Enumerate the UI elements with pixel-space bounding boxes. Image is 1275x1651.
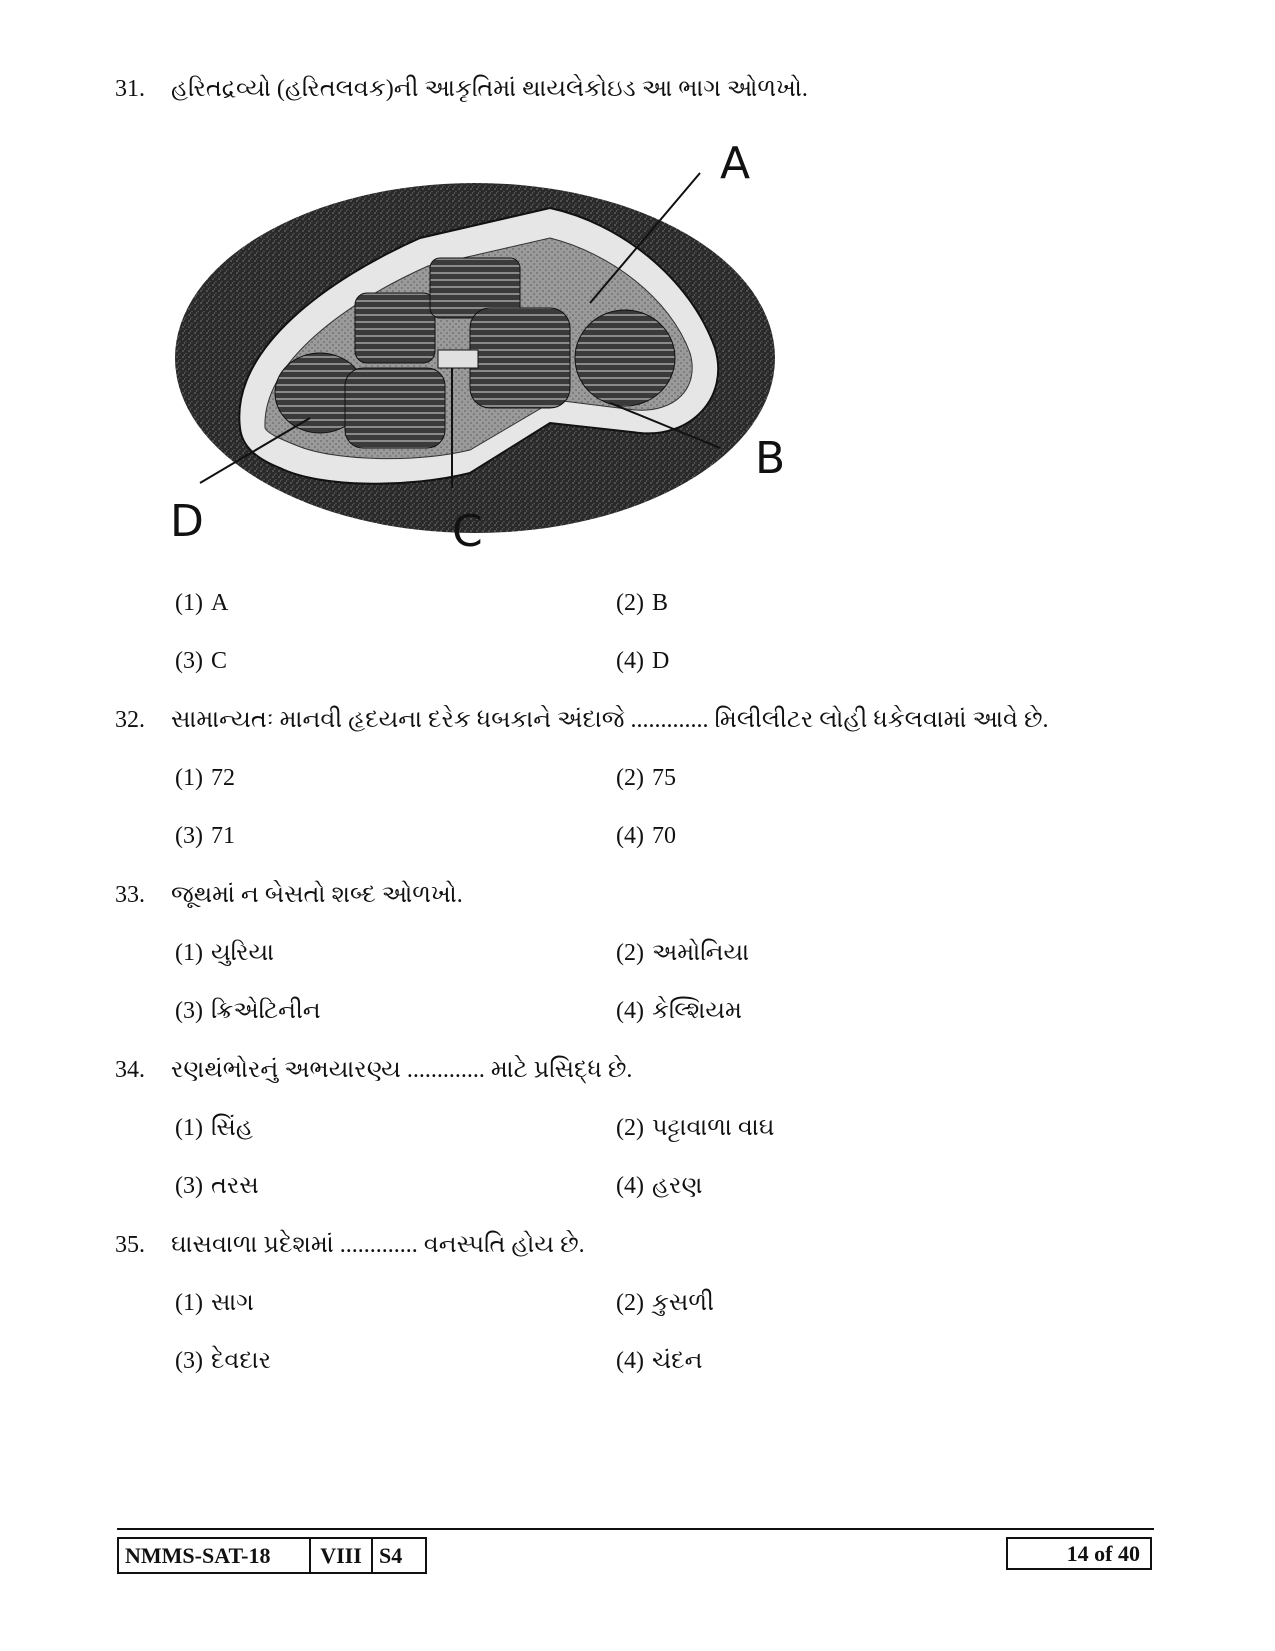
footer-code-box [117, 1537, 427, 1574]
option: (3) 71 [175, 823, 235, 849]
option: (4) 70 [616, 823, 676, 849]
class-label: VIII [311, 1539, 373, 1572]
granum [575, 310, 675, 406]
question-31 [115, 74, 808, 104]
question-34 [115, 1055, 632, 1085]
option: (3) ક્રિએટિનીન [175, 998, 321, 1024]
option: (4) ચંદન [616, 1348, 703, 1374]
question-number: 35. [115, 1232, 145, 1258]
option: (3) દેવદાર [175, 1348, 272, 1374]
page-number: 14 of 40 [1006, 1537, 1152, 1570]
lamella [438, 350, 478, 368]
option: (4) D [616, 648, 670, 674]
label-a: A [720, 138, 751, 189]
option: (3) તરસ [175, 1173, 259, 1199]
option: (3) C [175, 648, 227, 674]
question-number: 34. [115, 1057, 145, 1083]
option: (4) હરણ [616, 1173, 703, 1199]
exam-code: NMMS-SAT-18 [119, 1539, 311, 1572]
option: (4) કેલ્શિયમ [616, 998, 742, 1024]
label-c: C [452, 506, 483, 557]
option: (1) સાગ [175, 1290, 254, 1316]
question-text: ઘાસવાળા પ્રદેશમાં ............. વનસ્પતિ હોય છે. [171, 1232, 585, 1258]
footer-divider [117, 1528, 1154, 1530]
option: (2) કુસળી [616, 1290, 714, 1316]
option: (1) સિંહ [175, 1115, 253, 1141]
question-number: 32. [115, 707, 145, 733]
label-d: D [170, 496, 204, 547]
question-number: 31. [115, 76, 145, 102]
option: (1) 72 [175, 765, 235, 791]
question-32 [115, 705, 1049, 735]
question-text: રણથંભોરનું અભયારણ્ય ............. માટે પ્રસિદ્ધ છે. [171, 1057, 633, 1083]
label-b: B [755, 433, 786, 484]
option: (2) પટ્ટાવાળા વાઘ [616, 1115, 775, 1141]
question-text: સામાન્યતઃ માનવી હૃદયના દરેક ધબકાને અંદાજે ............. મિલીલીટર લોહી ધકેલવામાં આવે છે. [171, 707, 1049, 733]
granum [345, 368, 445, 448]
set-label: S4 [379, 1542, 403, 1568]
question-text: જૂથમાં ન બેસતો શબ્દ ઓળખો. [171, 882, 463, 908]
question-33 [115, 880, 463, 910]
granum [470, 308, 570, 408]
option: (1) યુરિયા [175, 940, 275, 966]
option: (2) 75 [616, 765, 676, 791]
option: (1) A [175, 590, 229, 616]
question-number: 33. [115, 882, 145, 908]
question-35 [115, 1230, 585, 1260]
granum [355, 293, 435, 363]
option: (2) B [616, 590, 668, 616]
chloroplast-diagram [170, 128, 850, 588]
question-text: હરિતદ્રવ્યો (હરિતલવક)ની આકૃતિમાં થાયલેકોઇડ આ ભાગ ઓળખો. [171, 76, 808, 102]
option: (2) અમોનિયા [616, 940, 750, 966]
